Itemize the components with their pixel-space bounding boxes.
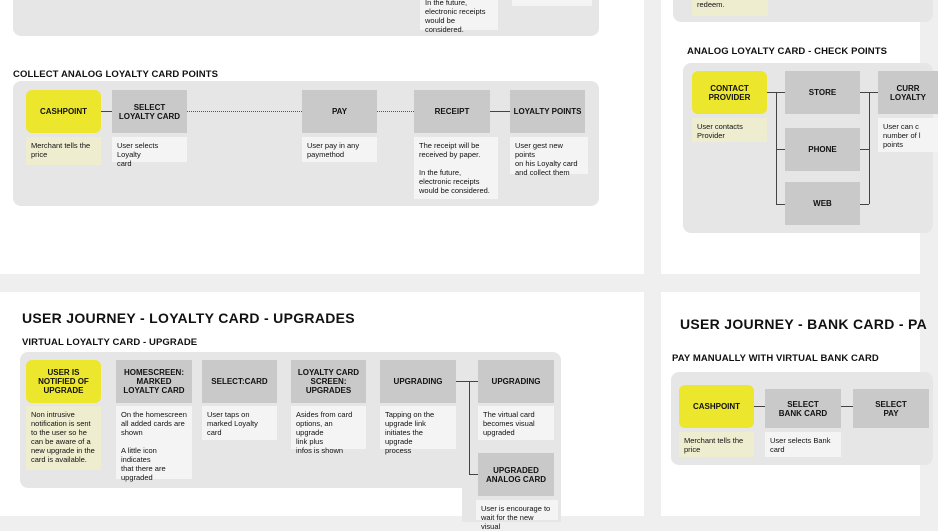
step-current-loyalty[interactable]: CURR LOYALTY bbox=[878, 71, 938, 114]
panel-loyalty-upgrades bbox=[0, 292, 644, 531]
connector bbox=[456, 381, 478, 382]
step-current-loyalty-note: User can c number of l points bbox=[878, 118, 938, 152]
step-homescreen-marked[interactable]: HOMESCREEN: MARKED LOYALTY CARD bbox=[116, 360, 192, 403]
step-loyalty-card-upgrades-note: Asides from card options, an upgrade link plus infos is shown bbox=[291, 406, 366, 449]
check-title: ANALOG LOYALTY CARD - CHECK POINTS bbox=[687, 46, 888, 57]
partial-redeem-note: redeem. bbox=[692, 0, 768, 16]
step-loyalty-points[interactable]: LOYALTY POINTS bbox=[510, 90, 585, 133]
step-pay-note: User pay in any paymethod bbox=[302, 137, 377, 162]
step-pay[interactable]: PAY bbox=[302, 90, 377, 133]
connector-dotted bbox=[187, 111, 302, 112]
step-bank-cashpoint-note: Merchant tells the price bbox=[679, 432, 754, 457]
step-select-loyalty-card[interactable]: SELECT LOYALTY CARD bbox=[112, 90, 187, 133]
connector bbox=[754, 406, 765, 407]
step-select-pay[interactable]: SELECT PAY bbox=[853, 389, 929, 428]
partial-note: In the future, electronic receipts would be considered. bbox=[420, 0, 498, 30]
step-select-card[interactable]: SELECT:CARD bbox=[202, 360, 277, 403]
step-loyalty-points-note: User gest new points on his Loyalty card and collect them bbox=[510, 137, 588, 174]
connector bbox=[776, 149, 785, 150]
step-bank-cashpoint[interactable]: CASHPOINT bbox=[679, 385, 754, 428]
bank-subheading: PAY MANUALLY WITH VIRTUAL BANK CARD bbox=[672, 353, 879, 364]
upgrades-subheading: VIRTUAL LOYALTY CARD - UPGRADE bbox=[22, 337, 198, 348]
panel-loyalty-check bbox=[661, 0, 926, 274]
connector bbox=[841, 406, 853, 407]
connector bbox=[490, 111, 510, 112]
connector bbox=[469, 381, 470, 474]
step-loyalty-card-upgrades[interactable]: LOYALTY CARD SCREEN: UPGRADES bbox=[291, 360, 366, 403]
step-upgraded-analog-card[interactable]: UPGRADED ANALOG CARD bbox=[478, 453, 554, 496]
step-upgrading-tap[interactable]: UPGRADING bbox=[380, 360, 456, 403]
collect-title: COLLECT ANALOG LOYALTY CARD POINTS bbox=[13, 69, 219, 80]
channel-web[interactable]: WEB bbox=[785, 182, 860, 225]
step-select-bank-card-note: User selects Bank card bbox=[765, 432, 841, 457]
bank-heading: USER JOURNEY - BANK CARD - PA bbox=[680, 316, 927, 332]
connector bbox=[776, 92, 777, 204]
step-cashpoint[interactable]: CASHPOINT bbox=[26, 90, 101, 133]
step-receipt[interactable]: RECEIPT bbox=[414, 90, 490, 133]
step-select-bank-card[interactable]: SELECT BANK CARD bbox=[765, 389, 841, 428]
connector bbox=[101, 111, 112, 112]
connector bbox=[860, 204, 869, 205]
step-receipt-note: The receipt will be received by paper. In the future, electronic receipts would be considered. bbox=[414, 137, 498, 199]
connector bbox=[469, 474, 478, 475]
step-upgrading-tap-note: Tapping on the upgrade link initiates the upgrade process bbox=[380, 406, 456, 449]
partial-note-right bbox=[512, 0, 592, 6]
connector bbox=[869, 92, 870, 204]
step-cashpoint-note: Merchant tells the price bbox=[26, 137, 101, 165]
step-upgrading-visual[interactable]: UPGRADING bbox=[478, 360, 554, 403]
step-upgraded-analog-card-note: User is encourage to wait for the new visual bbox=[476, 500, 558, 520]
step-contact-provider[interactable]: CONTACT PROVIDER bbox=[692, 71, 767, 114]
step-notified-upgrade[interactable]: USER IS NOTIFIED OF UPGRADE bbox=[26, 360, 101, 403]
upgrades-heading: USER JOURNEY - LOYALTY CARD - UPGRADES bbox=[22, 310, 355, 326]
channel-phone[interactable]: PHONE bbox=[785, 128, 860, 171]
panel-bank-card bbox=[661, 292, 927, 516]
step-select-loyalty-card-note: User selects Loyalty card bbox=[112, 137, 187, 162]
connector bbox=[776, 204, 785, 205]
panel-loyalty-collect bbox=[0, 0, 644, 274]
connector-dotted bbox=[377, 111, 414, 112]
channel-store[interactable]: STORE bbox=[785, 71, 860, 114]
step-upgrading-visual-note: The virtual card becomes visual upgraded bbox=[478, 406, 554, 440]
step-select-card-note: User taps on marked Loyalty card bbox=[202, 406, 277, 440]
step-contact-provider-note: User contacts Provider bbox=[692, 118, 767, 142]
step-homescreen-marked-note: On the homescreen all added cards are shown A little icon indicates that there are upgraded bbox=[116, 406, 192, 479]
step-notified-upgrade-note: Non intrusive notification is sent to the user so he can be aware of a new upgrade in the card is available. bbox=[26, 406, 101, 470]
connector bbox=[860, 149, 869, 150]
